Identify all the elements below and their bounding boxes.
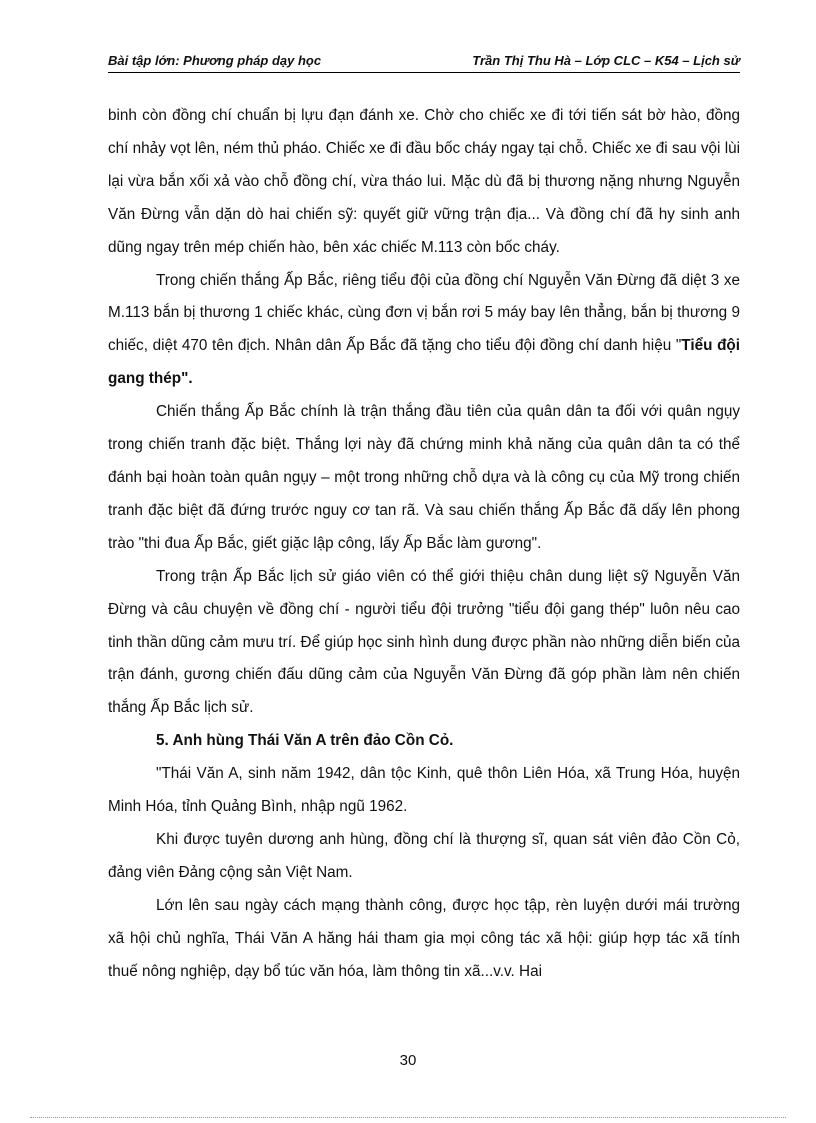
header-author-class: Trần Thị Thu Hà – Lớp CLC – K54 – Lịch sử	[472, 53, 740, 68]
paragraph-1: binh còn đồng chí chuẩn bị lựu đạn đánh xe. Chờ cho chiếc xe đi tới tiến sát bờ hào, đồng chí nhảy vọt lên, ném thủ pháo. Chiếc xe đi đầu bốc cháy ngay tại chỗ. Chiếc xe đi sau vội lùi lại vừa bắn xối xả vào chỗ đồng chí, vừa tháo lui. Mặc dù đã bị thương nặng nhưng Nguyễn Văn Đừng vẫn dặn dò hai chiến sỹ: quyết giữ vững trận địa... Và đồng chí đã hy sinh anh dũng ngay trên mép chiến hào, bên xác chiếc M.113 còn bốc cháy.	[108, 107, 740, 256]
running-header	[108, 52, 740, 73]
paragraph-3: Chiến thắng Ấp Bắc chính là trận thắng đầu tiên của quân dân ta đối với quân ngụy trong chiến tranh đặc biệt. Thắng lợi này đã chứng minh khả năng của quân dân ta có thể đánh bại hoàn toàn quân ngụy – một trong những chỗ dựa và là công cụ của Mỹ trong chiến tranh đặc biệt đã đứng trước nguy cơ tan rã. Và sau chiến thắng Ấp Bắc đã dấy lên phong trào "thi đua Ấp Bắc, giết giặc lập công, lấy Ấp Bắc làm gương".	[108, 403, 740, 552]
section-heading: 5. Anh hùng Thái Văn A trên đảo Cồn Cỏ.	[156, 732, 454, 750]
paragraph-2: Trong chiến thắng Ấp Bắc, riêng tiểu đội của đồng chí Nguyễn Văn Đừng đã diệt 3 xe M.113 bắn bị thương 1 chiếc khác, cùng đơn vị bắn rơi 5 máy bay lên thẳng, bắn bị thương 9 chiếc, diệt 470 tên địch. Nhân dân Ấp Bắc đã tặng cho tiểu đội đồng chí danh hiệu "Tiểu đội gang thép".	[108, 271, 741, 388]
document-body	[108, 100, 740, 988]
header-course-title: Bài tập lớn: Phương pháp dạy học	[108, 53, 322, 68]
footer-divider	[30, 1117, 786, 1118]
paragraph-5: "Thái Văn A, sinh năm 1942, dân tộc Kinh, quê thôn Liên Hóa, xã Trung Hóa, huyện Minh Hóa, tỉnh Quảng Bình, nhập ngũ 1962.	[108, 765, 740, 816]
paragraph-6: Khi được tuyên dương anh hùng, đồng chí là thượng sĩ, quan sát viên đảo Cồn Cỏ, đảng viên Đảng cộng sản Việt Nam.	[108, 830, 740, 881]
paragraph-4: Trong trận Ấp Bắc lịch sử giáo viên có thể giới thiệu chân dung liệt sỹ Nguyễn Văn Đừng và câu chuyện về đồng chí - người tiểu đội trưởng "tiểu đội gang thép" luôn nêu cao tinh thần dũng cảm mưu trí. Để giúp học sinh hình dung được phần nào những diễn biến của trận đánh, gương chiến đấu dũng cảm của Nguyễn Văn Đừng đã góp phần làm nên chiến thắng Ấp Bắc lịch sử.	[108, 567, 740, 717]
paragraph-7: Lớn lên sau ngày cách mạng thành công, được học tập, rèn luyện dưới mái trường xã hội chủ nghĩa, Thái Văn A hăng hái tham gia mọi công tác xã hội: giúp hợp tác xã tính thuế nông nghiệp, dạy bổ túc văn hóa, làm thông tin xã...v.v. Hai	[108, 896, 740, 980]
page-number: 30	[399, 1052, 417, 1069]
title-tieu-doi-gang-thep: Tiểu đội gang thép	[108, 337, 741, 388]
